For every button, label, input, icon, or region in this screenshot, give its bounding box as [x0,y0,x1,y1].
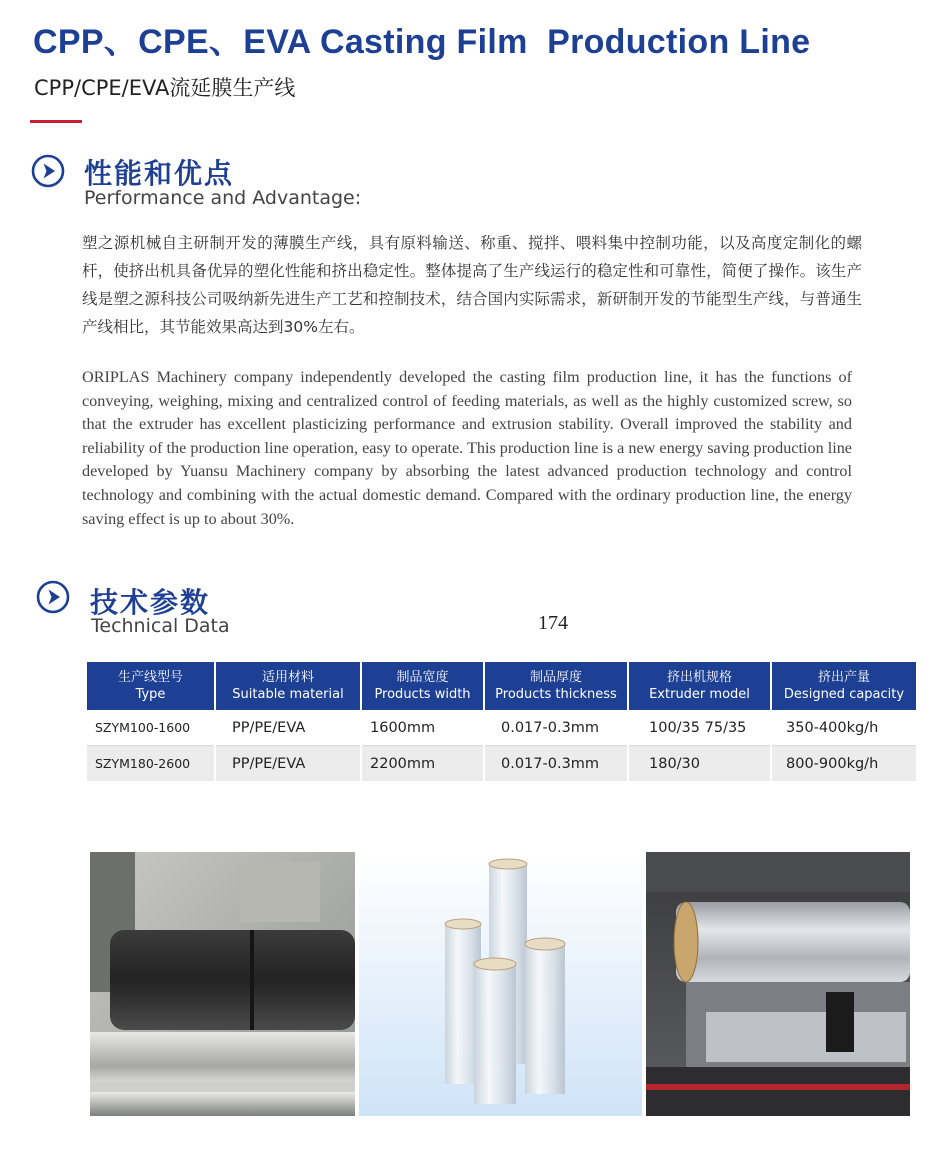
header-extruder: 挤出机规格 Extruder model [628,662,771,710]
technical-title-en: Technical Data [91,615,230,637]
header-type: 生产线型号 Type [87,662,215,710]
cell-extruder: 100/35 75/35 [628,710,771,746]
title-divider [30,120,82,123]
cell-thickness: 0.017-0.3mm [484,746,628,782]
cell-type: SZYM100-1600 [87,710,215,746]
play-circle-icon [36,580,70,614]
header-thickness: 制品厚度 Products thickness [484,662,628,710]
cell-material: PP/PE/EVA [215,710,361,746]
cell-extruder: 180/30 [628,746,771,782]
technical-data-table [87,662,916,781]
table-row [87,746,916,782]
table-header-row [87,662,916,710]
cell-width: 2200mm [361,746,484,782]
performance-body-cn: 塑之源机械自主研制开发的薄膜生产线，具有原料输送、称重、搅拌、喂料集中控制功能，以及高度定制化的螺杆，使挤出机具备优异的塑化性能和挤出稳定性。整体提高了生产线运行的稳定性和可靠性，简便了操作。该生产线是塑之源科技公司吸纳新先进生产工艺和控制技术，结合国内实际需求，新研制开发的节能型生产线，与普通生产线相比，其节能效果高达到30%左右。 [82,234,862,336]
cell-capacity: 350-400kg/h [771,710,916,746]
cell-type: SZYM180-2600 [87,746,215,782]
table-row [87,710,916,746]
photo-film-roller-machine [646,852,910,1116]
cell-thickness: 0.017-0.3mm [484,710,628,746]
play-circle-icon [31,154,65,188]
technical-title-cn: 技术参数 [90,586,211,619]
header-material: 适用材料 Suitable material [215,662,361,710]
photo-transparent-film-rolls [359,852,642,1116]
cell-capacity: 800-900kg/h [771,746,916,782]
cell-material: PP/PE/EVA [215,746,361,782]
photo-film-roll-machine [90,852,355,1116]
page-subtitle: CPP/CPE/EVA流延膜生产线 [34,76,296,100]
page-number: 174 [538,612,568,634]
header-capacity: 挤出产量 Designed capacity [771,662,916,710]
performance-title-en: Performance and Advantage: [84,187,362,209]
performance-title-cn: 性能和优点 [84,157,235,190]
performance-body-en: ORIPLAS Machinery company independently developed the casting film production line, it has the functions of conveying, weighing, mixing and centralized control of feeding materials, as well as the highly customized screw, so that the extruder has excellent plasticizing performance and extrusion stability. Overall improved the stability and reliability of the production line operation, easy to operate. This production line is a new energy saving production line developed by Yuansu Machinery company by absorbing the latest advanced production technology and control technology and combining with the actual domestic demand. Compared with the ordinary production line, the energy saving effect is up to about 30%. [82,368,852,528]
page-title: CPP、CPE、EVA Casting Film Production Line [33,23,811,61]
header-width: 制品宽度 Products width [361,662,484,710]
cell-width: 1600mm [361,710,484,746]
